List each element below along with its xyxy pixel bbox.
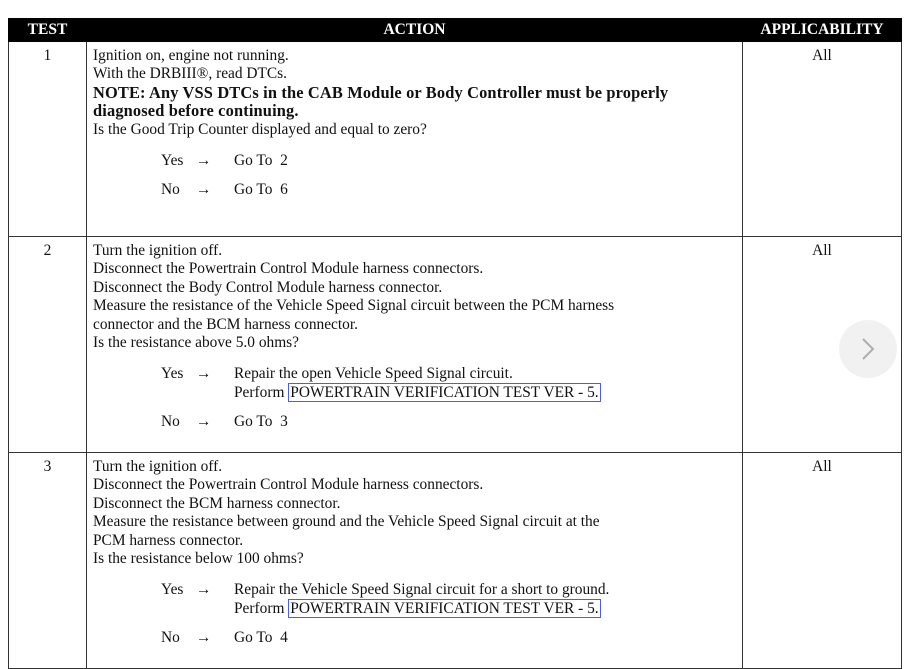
action-line: Disconnect the Body Control Module harness connector. xyxy=(93,278,443,296)
diagnostic-test-table xyxy=(8,18,902,669)
question-text: Is the resistance above 5.0 ohms? xyxy=(93,334,300,352)
perform-label: Perform xyxy=(234,383,285,401)
yes-result-text: Repair the open Vehicle Speed Signal circuit. xyxy=(234,365,513,383)
action-line: connector and the BCM harness connector. xyxy=(93,315,358,333)
action-line: Disconnect the Powertrain Control Module harness connectors. xyxy=(93,476,484,494)
applicability-cell: All xyxy=(743,453,902,669)
action-line: Disconnect the BCM harness connector. xyxy=(93,494,341,512)
arrow-icon: → xyxy=(196,413,212,431)
yes-result: Go To 2 xyxy=(234,152,288,170)
action-cell xyxy=(87,453,743,669)
arrow-icon: → xyxy=(196,181,212,199)
no-answer xyxy=(161,413,734,431)
action-line: Disconnect the Powertrain Control Module harness connectors. xyxy=(93,260,484,278)
applicability-cell: All xyxy=(743,237,902,453)
action-line: Measure the resistance between ground and the Vehicle Speed Signal circuit at the xyxy=(93,513,600,531)
yes-result xyxy=(234,365,601,402)
yes-result xyxy=(234,581,609,618)
yes-label: Yes xyxy=(161,365,184,383)
header-test: TEST xyxy=(9,19,87,42)
yes-answer xyxy=(161,152,734,170)
no-label: No xyxy=(161,629,180,647)
action-line: PCM harness connector. xyxy=(93,531,244,549)
no-label: No xyxy=(161,181,180,199)
verification-test-link[interactable]: POWERTRAIN VERIFICATION TEST VER - 5. xyxy=(290,383,599,401)
arrow-icon: → xyxy=(196,365,212,383)
test-number: 2 xyxy=(9,237,87,453)
action-line: Ignition on, engine not running. xyxy=(93,47,289,64)
question-text: Is the Good Trip Counter displayed and equal to zero? xyxy=(93,120,427,138)
no-answer xyxy=(161,629,734,647)
yes-result-text: Repair the Vehicle Speed Signal circuit for a short to ground. xyxy=(234,581,610,599)
action-line: With the DRBIII®, read DTCs. xyxy=(93,65,288,83)
yes-label: Yes xyxy=(161,152,184,170)
no-result: Go To 4 xyxy=(234,629,288,647)
no-answer xyxy=(161,181,734,199)
test-number: 3 xyxy=(9,453,87,669)
next-page-button[interactable] xyxy=(839,320,897,378)
action-cell xyxy=(87,237,743,453)
table-row xyxy=(9,42,902,237)
arrow-icon: → xyxy=(196,152,212,170)
arrow-icon: → xyxy=(196,629,212,647)
test-number: 1 xyxy=(9,42,87,237)
perform-line xyxy=(234,384,601,402)
yes-label: Yes xyxy=(161,581,184,599)
arrow-icon: → xyxy=(196,581,212,599)
perform-label: Perform xyxy=(234,599,285,617)
header-applicability: APPLICABILITY xyxy=(743,19,902,42)
note-text: NOTE: Any VSS DTCs in the CAB Module or Body Controller must be properly diagnosed before continuing. xyxy=(93,82,669,121)
no-result: Go To 3 xyxy=(234,413,288,431)
table-row xyxy=(9,237,902,453)
action-line: Turn the ignition off. xyxy=(93,242,223,259)
header-action: ACTION xyxy=(87,19,743,42)
verification-test-link[interactable]: POWERTRAIN VERIFICATION TEST VER - 5. xyxy=(290,599,599,617)
action-cell xyxy=(87,42,743,237)
no-result: Go To 6 xyxy=(234,181,288,199)
applicability-cell: All xyxy=(743,42,902,237)
perform-line xyxy=(234,600,609,618)
question-text: Is the resistance below 100 ohms? xyxy=(93,550,304,568)
table-row xyxy=(9,453,902,669)
table-header-row xyxy=(9,19,902,42)
action-line: Turn the ignition off. xyxy=(93,458,223,475)
no-label: No xyxy=(161,413,180,431)
yes-answer xyxy=(161,365,734,402)
action-line: Measure the resistance of the Vehicle Speed Signal circuit between the PCM harness xyxy=(93,297,615,315)
chevron-right-icon xyxy=(860,336,876,362)
yes-answer xyxy=(161,581,734,618)
